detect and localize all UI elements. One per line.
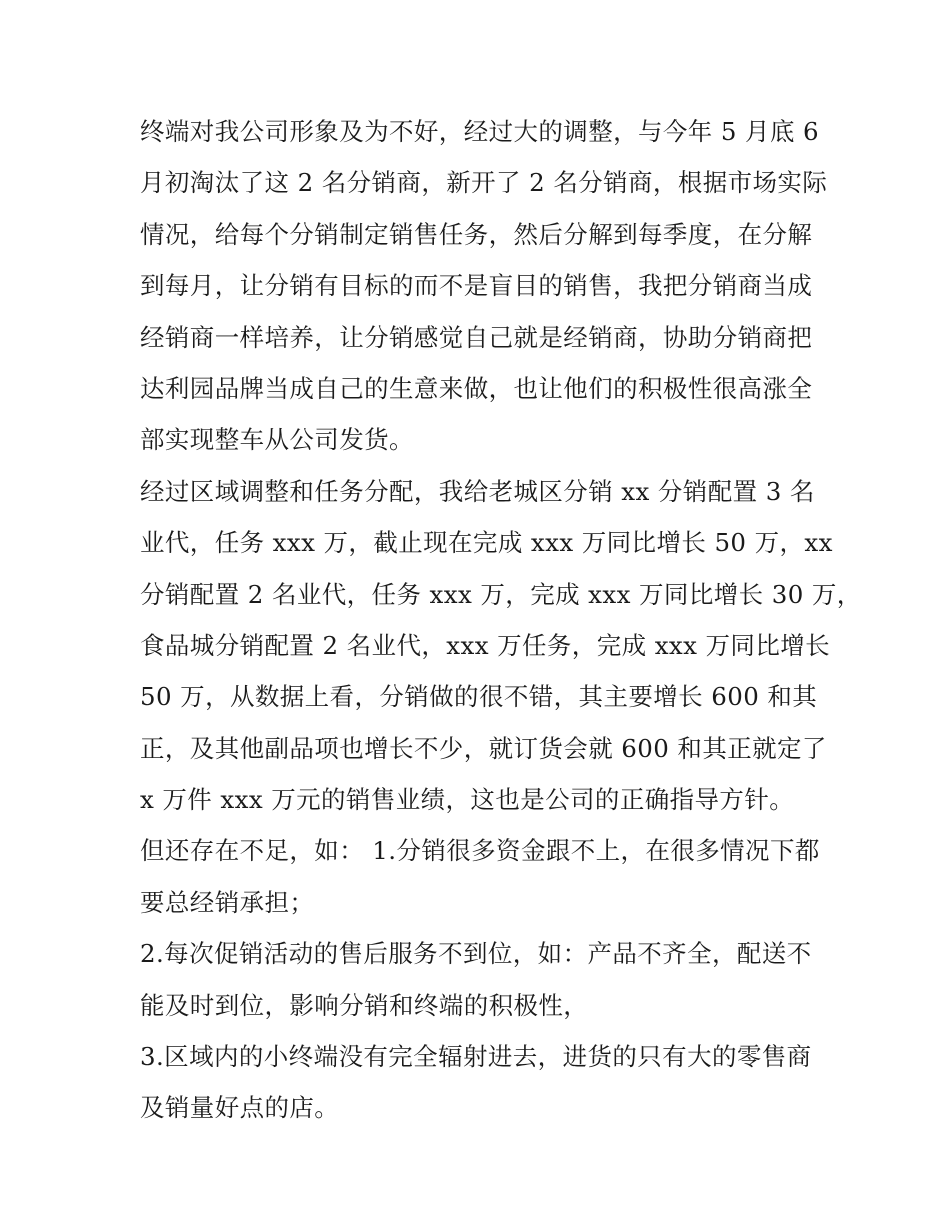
text-line: 要总经销承担； (140, 887, 315, 917)
text-line: 能及时到位，影响分销和终端的积极性， (140, 990, 589, 1020)
text-line: 业代，任务 xxx 万，截止现在完成 xxx 万同比增长 50 万，xx (140, 528, 833, 558)
text-line: 经销商一样培养，让分销感觉自己就是经销商，协助分销商把 (140, 322, 813, 352)
text-line: 终端对我公司形象及为不好，经过大的调整，与今年 5 月底 6 (140, 117, 820, 146)
text-line: 经过区域调整和任务分配，我给老城区分销 xx 分销配置 3 名 (140, 476, 815, 506)
text-line: 及销量好点的店。 (140, 1093, 340, 1123)
text-line: 但还存在不足，如： 1.分销很多资金跟不上，在很多情况下都 (140, 836, 820, 866)
text-line: 2.每次促销活动的售后服务不到位，如：产品不齐全，配送不 (140, 939, 812, 969)
text-line: 食品城分销配置 2 名业代，xxx 万任务，完成 xxx 万同比增长 (140, 630, 831, 660)
text-line: 分销配置 2 名业代，任务 xxx 万，完成 xxx 万同比增长 30 万， (140, 579, 862, 609)
text-line: 正，及其他副品项也增长不少，就订货会就 600 和其正就定了 (140, 733, 827, 763)
text-line: 月初淘汰了这 2 名分销商，新开了 2 名分销商，根据市场实际 (140, 168, 828, 198)
text-line: 到每月，让分销有目标的而不是盲目的销售，我把分销商当成 (140, 271, 813, 301)
text-line: 3.区域内的小终端没有完全辐射进去，进货的只有大的零售商 (140, 1042, 812, 1072)
text-line: 达利园品牌当成自己的生意来做，也让他们的积极性很高涨全 (140, 373, 813, 403)
text-line: 情况，给每个分销制定销售任务，然后分解到每季度，在分解 (140, 219, 813, 249)
text-line: x 万件 xxx 万元的销售业绩，这也是公司的正确指导方针。 (140, 785, 795, 815)
text-line: 50 万，从数据上看，分销做的很不错，其主要增长 600 和其 (140, 682, 818, 712)
text-line: 部实现整车从公司发货。 (140, 425, 414, 455)
body-text (140, 106, 862, 1134)
